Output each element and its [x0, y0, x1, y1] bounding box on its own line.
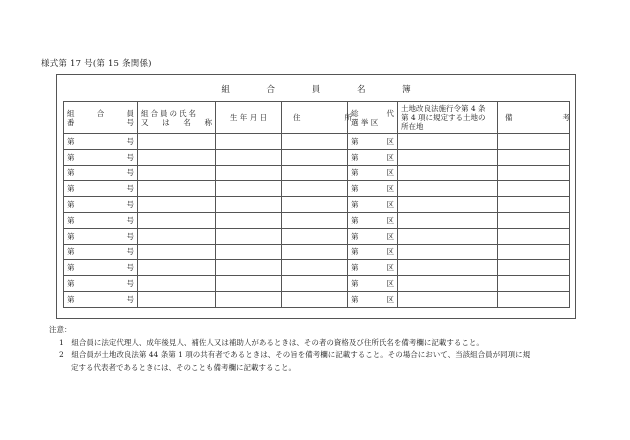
- birthdate-cell[interactable]: [216, 149, 282, 165]
- district-suffix: 区: [386, 152, 394, 162]
- district-cell[interactable]: [348, 197, 398, 213]
- birthdate-cell[interactable]: [216, 181, 282, 197]
- header-electoral-district: [348, 102, 398, 134]
- member-name-cell[interactable]: [138, 149, 216, 165]
- member-number-suffix: 号: [126, 200, 134, 210]
- district-cell[interactable]: [348, 260, 398, 276]
- district-prefix: 第: [351, 184, 359, 194]
- district-cell[interactable]: [348, 165, 398, 181]
- address-cell[interactable]: [282, 244, 348, 260]
- header-address-char: 所: [344, 113, 352, 122]
- district-suffix: 区: [386, 294, 394, 304]
- member-number-prefix: 第: [67, 215, 75, 225]
- district-prefix: 第: [351, 231, 359, 241]
- member-number-prefix: 第: [67, 294, 75, 304]
- member-number-cell[interactable]: [64, 212, 138, 228]
- member-name-cell[interactable]: [138, 228, 216, 244]
- table-row: [64, 212, 570, 228]
- member-number-prefix: 第: [67, 168, 75, 178]
- district-suffix: 区: [386, 279, 394, 289]
- birthdate-cell[interactable]: [216, 134, 282, 150]
- member-name-cell[interactable]: [138, 276, 216, 292]
- member-number-cell[interactable]: [64, 134, 138, 150]
- member-name-cell[interactable]: [138, 134, 216, 150]
- member-number-suffix: 号: [126, 294, 134, 304]
- member-number-suffix: 号: [126, 168, 134, 178]
- district-cell[interactable]: [348, 149, 398, 165]
- header-birthdate: 生 年 月 日: [216, 102, 282, 134]
- header-remarks-char: 考: [562, 113, 570, 122]
- header-member-number: [64, 102, 138, 134]
- header-member-number-char: 合: [96, 108, 105, 118]
- member-name-cell[interactable]: [138, 244, 216, 260]
- header-land-location: [398, 102, 498, 134]
- remarks-cell[interactable]: [498, 291, 570, 307]
- table-row: [64, 291, 570, 307]
- address-cell[interactable]: [282, 181, 348, 197]
- member-number-prefix: 第: [67, 247, 75, 257]
- member-name-cell[interactable]: [138, 260, 216, 276]
- register-frame: [56, 74, 576, 319]
- land-location-cell[interactable]: [398, 276, 498, 292]
- remarks-cell[interactable]: [498, 260, 570, 276]
- district-suffix: 区: [386, 263, 394, 273]
- district-suffix: 区: [386, 200, 394, 210]
- member-number-prefix: 第: [67, 263, 75, 273]
- address-cell[interactable]: [282, 165, 348, 181]
- member-number-suffix: 号: [126, 279, 134, 289]
- land-location-cell[interactable]: [398, 228, 498, 244]
- header-remarks: [498, 102, 570, 134]
- header-member-number-char: 番: [67, 117, 75, 127]
- note-item: [49, 337, 530, 350]
- land-location-cell[interactable]: [398, 212, 498, 228]
- notes-heading: 注意：: [49, 325, 72, 334]
- district-suffix: 区: [386, 215, 394, 225]
- table-header-row: [64, 102, 570, 134]
- header-land-location-line2: 第 4 項に規定する土地の: [401, 113, 486, 122]
- member-number-cell[interactable]: [64, 181, 138, 197]
- member-number-suffix: 号: [126, 247, 134, 257]
- birthdate-cell[interactable]: [216, 197, 282, 213]
- member-number-suffix: 号: [126, 152, 134, 162]
- remarks-cell[interactable]: [498, 165, 570, 181]
- address-cell[interactable]: [282, 260, 348, 276]
- member-name-cell[interactable]: [138, 291, 216, 307]
- district-suffix: 区: [386, 168, 394, 178]
- district-suffix: 区: [386, 231, 394, 241]
- header-district-char: 総: [351, 108, 359, 118]
- district-suffix: 区: [386, 247, 394, 257]
- birthdate-cell[interactable]: [216, 165, 282, 181]
- member-number-suffix: 号: [126, 231, 134, 241]
- member-number-cell[interactable]: [64, 244, 138, 260]
- header-address: [282, 102, 352, 134]
- land-location-cell[interactable]: [398, 149, 498, 165]
- address-cell[interactable]: [282, 228, 348, 244]
- header-member-name-char: は: [162, 117, 170, 127]
- district-prefix: 第: [351, 294, 359, 304]
- remarks-cell[interactable]: [498, 244, 570, 260]
- member-name-cell[interactable]: [138, 212, 216, 228]
- birthdate-cell[interactable]: [216, 291, 282, 307]
- birthdate-cell[interactable]: [216, 260, 282, 276]
- table-row: [64, 165, 570, 181]
- header-member-name-line1: 組合員の氏名: [141, 108, 198, 118]
- table-row: [64, 134, 570, 150]
- land-location-cell[interactable]: [398, 181, 498, 197]
- member-number-suffix: 号: [126, 136, 134, 146]
- member-number-suffix: 号: [126, 215, 134, 225]
- member-number-cell[interactable]: [64, 276, 138, 292]
- header-member-name-char: 又: [141, 117, 149, 127]
- member-number-cell[interactable]: [64, 260, 138, 276]
- district-prefix: 第: [351, 168, 359, 178]
- address-cell[interactable]: [282, 212, 348, 228]
- member-number-suffix: 号: [126, 263, 134, 273]
- district-cell[interactable]: [348, 276, 398, 292]
- header-member-number-char: 組: [67, 108, 75, 118]
- remarks-cell[interactable]: [498, 181, 570, 197]
- table-row: [64, 181, 570, 197]
- header-district-char: 代: [386, 108, 394, 118]
- district-prefix: 第: [351, 279, 359, 289]
- member-number-cell[interactable]: [64, 228, 138, 244]
- note-item: [49, 349, 530, 362]
- district-cell[interactable]: [348, 181, 398, 197]
- district-prefix: 第: [351, 136, 359, 146]
- header-member-name: [138, 102, 216, 134]
- birthdate-cell[interactable]: [216, 228, 282, 244]
- header-member-number-char: 員: [126, 108, 134, 118]
- address-cell[interactable]: [282, 149, 348, 165]
- remarks-cell[interactable]: [498, 228, 570, 244]
- birthdate-cell[interactable]: [216, 212, 282, 228]
- member-name-cell[interactable]: [138, 181, 216, 197]
- table-row: [64, 197, 570, 213]
- table-row: [64, 228, 570, 244]
- header-member-name-char: 名: [183, 117, 191, 127]
- note-text: 組合員が土地改良法第 44 条第 1 項の共有者であるときは、その旨を備考欄に記載すること。その場合において、当該組合員が同項に規: [71, 350, 531, 359]
- land-location-cell[interactable]: [398, 134, 498, 150]
- member-number-cell[interactable]: [64, 291, 138, 307]
- remarks-cell[interactable]: [498, 212, 570, 228]
- district-cell[interactable]: [348, 291, 398, 307]
- address-cell[interactable]: [282, 291, 348, 307]
- district-prefix: 第: [351, 200, 359, 210]
- district-suffix: 区: [386, 136, 394, 146]
- remarks-cell[interactable]: [498, 197, 570, 213]
- notes-section: [49, 324, 530, 374]
- note-continuation: 定する代表者であるときには、そのことも備考欄に記載すること。: [71, 362, 296, 372]
- district-prefix: 第: [351, 263, 359, 273]
- district-prefix: 第: [351, 215, 359, 225]
- address-cell[interactable]: [282, 197, 348, 213]
- note-number: 1: [59, 337, 64, 347]
- address-cell[interactable]: [282, 134, 348, 150]
- member-number-prefix: 第: [67, 184, 75, 194]
- land-location-cell[interactable]: [398, 165, 498, 181]
- table-row: [64, 244, 570, 260]
- birthdate-cell[interactable]: [216, 276, 282, 292]
- table-row: [64, 149, 570, 165]
- member-number-cell[interactable]: [64, 149, 138, 165]
- member-register-table: [63, 101, 570, 308]
- member-number-cell[interactable]: [64, 165, 138, 181]
- register-title: 組 合 員 名 簿: [221, 85, 428, 95]
- member-number-prefix: 第: [67, 231, 75, 241]
- land-location-cell[interactable]: [398, 197, 498, 213]
- district-cell[interactable]: [348, 228, 398, 244]
- district-suffix: 区: [386, 184, 394, 194]
- district-prefix: 第: [351, 152, 359, 162]
- member-number-prefix: 第: [67, 152, 75, 162]
- member-number-suffix: 号: [126, 184, 134, 194]
- land-location-cell[interactable]: [398, 244, 498, 260]
- header-land-location-line3: 所在地: [401, 122, 424, 131]
- address-cell[interactable]: [282, 276, 348, 292]
- district-cell[interactable]: [348, 212, 398, 228]
- member-number-prefix: 第: [67, 136, 75, 146]
- header-member-number-char: 号: [126, 117, 134, 127]
- remarks-cell[interactable]: [498, 134, 570, 150]
- header-address-char: 住: [293, 113, 301, 122]
- district-cell[interactable]: [348, 244, 398, 260]
- member-number-cell[interactable]: [64, 197, 138, 213]
- land-location-cell[interactable]: [398, 291, 498, 307]
- birthdate-cell[interactable]: [216, 244, 282, 260]
- header-remarks-char: 備: [505, 113, 513, 122]
- header-land-location-line1: 土地改良法施行令第 4 条: [401, 104, 486, 113]
- remarks-cell[interactable]: [498, 149, 570, 165]
- member-name-cell[interactable]: [138, 165, 216, 181]
- table-row: [64, 276, 570, 292]
- note-number: 2: [59, 350, 64, 359]
- header-district-line2: 選 挙 区: [351, 117, 379, 127]
- form-number-label: 様式第 17 号(第 15 条関係): [41, 59, 152, 69]
- district-prefix: 第: [351, 247, 359, 257]
- member-name-cell[interactable]: [138, 197, 216, 213]
- remarks-cell[interactable]: [498, 276, 570, 292]
- table-row: [64, 260, 570, 276]
- member-number-prefix: 第: [67, 279, 75, 289]
- member-number-prefix: 第: [67, 200, 75, 210]
- note-text: 組合員に法定代理人、成年後見人、補佐人又は補助人があるときは、その者の資格及び住所氏名を備考欄に記載すること。: [71, 337, 484, 347]
- table-body: [64, 134, 570, 308]
- header-member-name-char: 称: [204, 117, 212, 127]
- land-location-cell[interactable]: [398, 260, 498, 276]
- district-cell[interactable]: [348, 134, 398, 150]
